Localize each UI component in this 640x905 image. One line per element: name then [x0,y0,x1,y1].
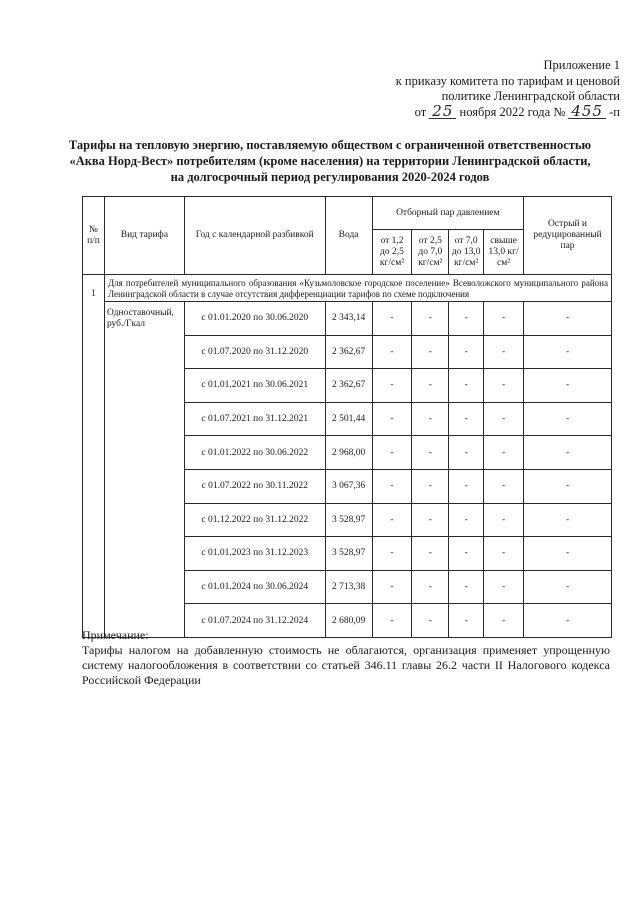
steam-tariff-cell: - [412,369,449,403]
steam-tariff-cell: - [412,604,449,638]
water-tariff-cell: 3 528,97 [325,537,372,571]
water-tariff-cell: 2 713,38 [325,570,372,604]
header-steam-4: свыше 13,0 кг/см² [484,230,524,275]
period-cell: с 01.07.2020 по 31.12.2020 [184,335,325,369]
steam-tariff-cell: - [484,604,524,638]
steam-tariff-cell: - [372,570,412,604]
steam-tariff-cell: - [412,302,449,336]
steam-tariff-cell: - [372,469,412,503]
header-steam-group: Отборный пар давлением [372,197,523,230]
steam-tariff-cell: - [412,469,449,503]
steam-tariff-cell: - [372,503,412,537]
steam-tariff-cell: - [449,604,484,638]
steam-tariff-cell: - [372,335,412,369]
handwritten-day: 25 [429,105,456,119]
steam-tariff-cell: - [412,503,449,537]
header-num: № п/п [83,197,105,275]
water-tariff-cell: 2 362,67 [325,335,372,369]
steam-tariff-cell: - [372,369,412,403]
appendix-header [330,58,620,120]
note-body: Тарифы налогом на добавленную стоимость не облагаются, организация применяет упрощенную систему налогообложения в соответствии со статьей 346.11 главы 26.2 части II Налогового кодекса Российской Федерации [82,643,610,687]
header-steam-2: от 2,5 до 7,0 кг/см² [412,230,449,275]
steam-tariff-cell: - [484,369,524,403]
steam-tariff-cell: - [372,402,412,436]
header-steam-1: от 1,2 до 2,5 кг/см² [372,230,412,275]
appendix-date-line [330,101,620,121]
period-cell: с 01.07.2022 по 30.11.2022 [184,469,325,503]
steam-tariff-cell: - [484,469,524,503]
date-prefix: от [414,104,427,119]
header-water: Вода [325,197,372,275]
header-year: Год с календарной разбивкой [184,197,325,275]
appendix-title: Приложение 1 [543,58,620,72]
handwritten-order-number: 455 [568,105,606,119]
steam-tariff-cell: - [412,402,449,436]
water-tariff-cell: 2 680,09 [325,604,372,638]
water-tariff-cell: 2 362,67 [325,369,372,403]
steam-tariff-cell: - [372,537,412,571]
table-row [83,302,612,336]
steam-tariff-cell: - [412,436,449,470]
date-middle: ноября 2022 года № [459,104,566,119]
org-row [83,275,612,302]
steam-tariff-cell: - [524,302,612,336]
steam-tariff-cell: - [372,436,412,470]
note-section [82,628,610,688]
steam-tariff-cell: - [449,402,484,436]
steam-tariff-cell: - [484,335,524,369]
water-tariff-cell: 3 067,36 [325,469,372,503]
period-cell: с 01.07.2024 по 31.12.2024 [184,604,325,638]
tariff-table [82,196,612,638]
period-cell: с 01.01.2021 по 30.06.2021 [184,369,325,403]
steam-tariff-cell: - [524,537,612,571]
period-cell: с 01.01.2022 по 30.06.2022 [184,436,325,470]
steam-tariff-cell: - [484,402,524,436]
title-line-3: на долгосрочный период регулирования 2020-2024 годов [170,170,490,184]
steam-tariff-cell: - [449,469,484,503]
steam-tariff-cell: - [412,570,449,604]
title-line-1: Тарифы на тепловую энергию, поставляемую обществом с ограниченной ответственностью [68,138,592,152]
period-cell: с 01.01.2024 по 30.06.2024 [184,570,325,604]
row-number: 1 [83,275,105,638]
steam-tariff-cell: - [484,570,524,604]
steam-tariff-cell: - [524,369,612,403]
note-heading: Примечание: [82,628,149,642]
steam-tariff-cell: - [449,369,484,403]
steam-tariff-cell: - [449,436,484,470]
order-suffix: -п [609,104,620,119]
steam-tariff-cell: - [524,604,612,638]
steam-tariff-cell: - [449,503,484,537]
steam-tariff-cell: - [449,335,484,369]
steam-tariff-cell: - [524,469,612,503]
steam-tariff-cell: - [524,503,612,537]
steam-tariff-cell: - [484,537,524,571]
water-tariff-cell: 2 501,44 [325,402,372,436]
header-kind: Вид тарифа [104,197,184,275]
steam-tariff-cell: - [372,604,412,638]
header-row-1 [83,197,612,230]
appendix-order-line: к приказу комитета по тарифам и ценовой [395,73,620,88]
steam-tariff-cell: - [412,537,449,571]
water-tariff-cell: 2 968,00 [325,436,372,470]
period-cell: с 01.07.2021 по 31.12.2021 [184,402,325,436]
title-line-2: «Аква Норд-Вест» потребителям (кроме населения) на территории Ленинградской области, [69,154,591,168]
steam-tariff-cell: - [524,436,612,470]
steam-tariff-cell: - [372,302,412,336]
steam-tariff-cell: - [412,335,449,369]
steam-tariff-cell: - [524,570,612,604]
steam-tariff-cell: - [484,503,524,537]
steam-tariff-cell: - [449,537,484,571]
water-tariff-cell: 2 343,14 [325,302,372,336]
steam-tariff-cell: - [484,436,524,470]
period-cell: с 01.01.2020 по 30.06.2020 [184,302,325,336]
appendix-committee-line: политике Ленинградской области [441,89,620,103]
header-sharp-steam: Острый и редуцированный пар [524,197,612,275]
period-cell: с 01.01.2023 по 31.12.2023 [184,537,325,571]
steam-tariff-cell: - [449,302,484,336]
header-steam-3: от 7,0 до 13,0 кг/см² [449,230,484,275]
tariff-kind: Одноставочный, руб./Гкал [104,302,184,638]
org-description: Для потребителей муниципального образования «Кузьмоловское городское поселение» Всеволожского муниципального района Ленинградской области в случае отсутствия дифференциации тарифов по схеме подключения [104,275,611,302]
steam-tariff-cell: - [524,402,612,436]
water-tariff-cell: 3 528,97 [325,503,372,537]
steam-tariff-cell: - [449,570,484,604]
steam-tariff-cell: - [484,302,524,336]
steam-tariff-cell: - [524,335,612,369]
period-cell: с 01.12.2022 по 31.12.2022 [184,503,325,537]
document-title [40,137,620,185]
